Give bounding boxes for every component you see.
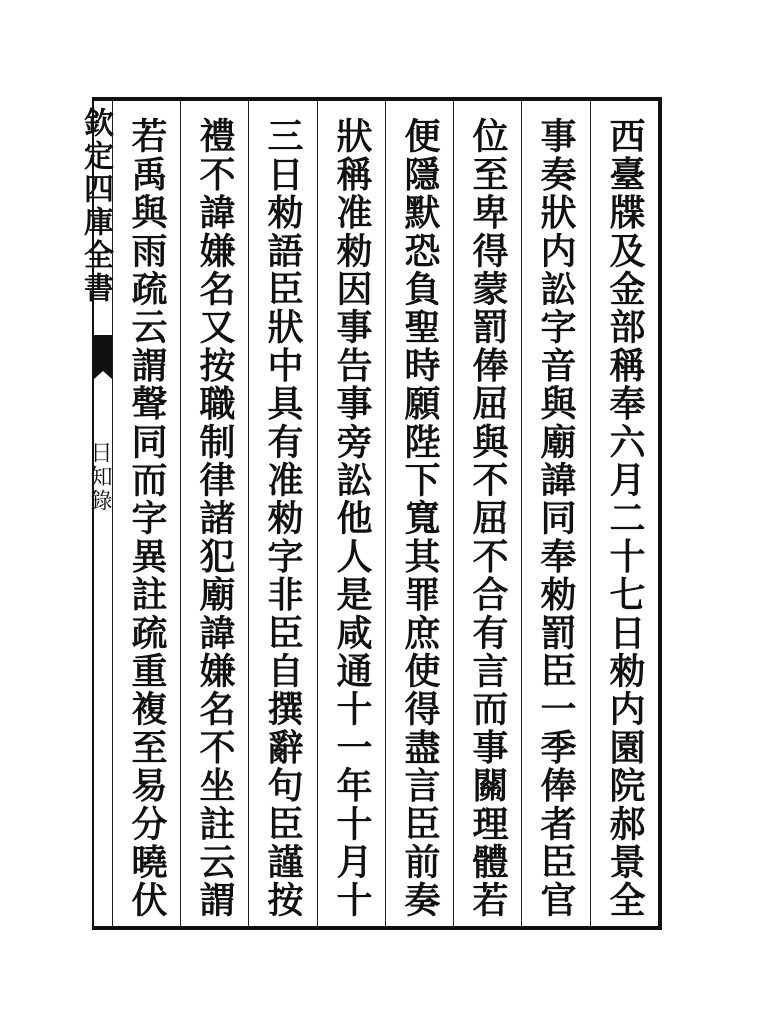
text-column-3 [453, 101, 521, 926]
column-text: 若禹與雨疏云謂聲同而字異註疏重複至易分曉伏 [126, 117, 168, 920]
column-text: 事奏狀内訟字音與廟諱同奉勑罰臣一季俸者臣官 [535, 117, 577, 920]
margin-book-title: 日知錄 [87, 441, 112, 513]
text-column-5 [317, 101, 385, 926]
column-text: 禮不諱嫌名又按職制律諸犯廟諱嫌名不坐註云謂 [194, 117, 236, 920]
text-column-7 [180, 101, 248, 926]
text-column-4 [385, 101, 453, 926]
column-text: 便隱默恐負聖時願陛下寬其罪庶使得盡言臣前奏 [399, 117, 441, 920]
column-text: 西臺牒及金部稱奉六月二十七日勑内園院郝景全 [604, 117, 646, 920]
fish-tail-mark [94, 335, 112, 371]
column-text: 狀稱准勑因事告事旁訟他人是咸通十一年十月十 [331, 117, 373, 920]
text-column-1 [590, 101, 658, 926]
text-column-6 [248, 101, 316, 926]
margin-series-title: 欽定四庫全書 [78, 107, 113, 305]
text-column-2 [521, 101, 589, 926]
text-column-8 [112, 101, 180, 926]
column-text: 位至卑得蒙罰俸屈與不屈不合有言而事關理體若 [467, 117, 509, 920]
column-text: 三日勑語臣狀中具有准勑字非臣自撰辭句臣謹按 [262, 117, 304, 920]
page-margin-strip [78, 101, 113, 926]
